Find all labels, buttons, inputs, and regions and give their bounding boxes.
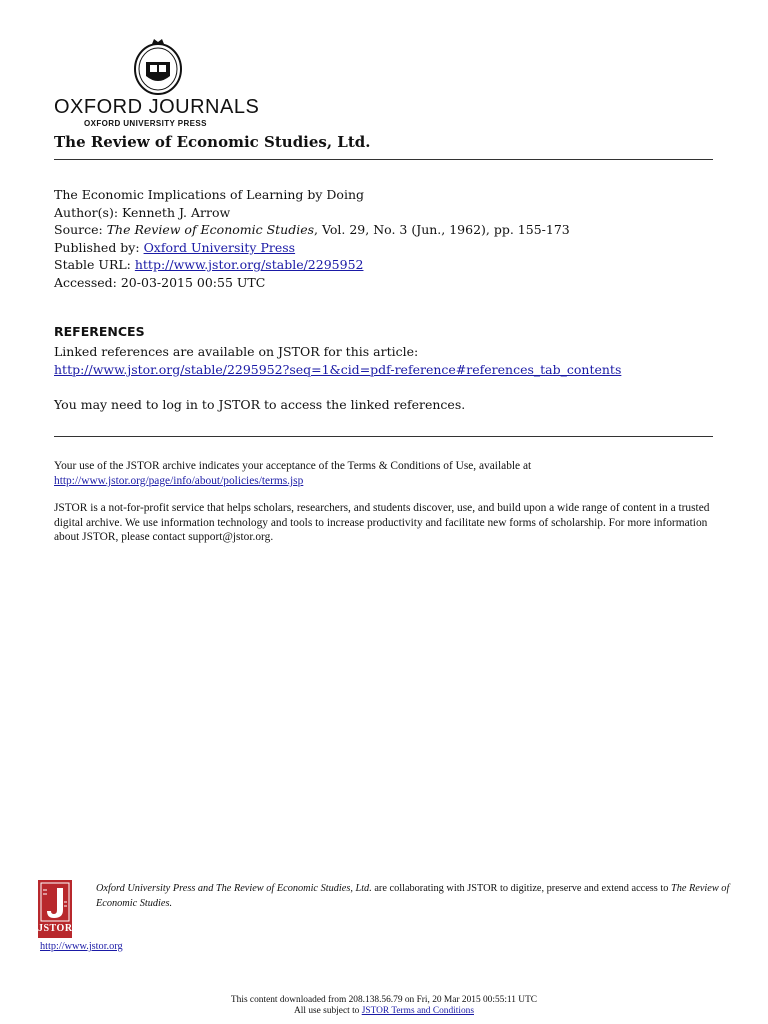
- jstor-about: JSTOR is a not-for-profit service that helps scholars, researchers, and students discover, use, and build upon a wide range of content in a trusted digital archive. We use information technology and tools to increase productivity and facilitate new forms of scholarship. For more information about JSTOR, please contact support@jstor.org.: [54, 502, 710, 544]
- article-title: The Economic Implications of Learning by Doing: [54, 187, 364, 202]
- header-divider: [54, 159, 713, 160]
- author-name: Kenneth J. Arrow: [122, 204, 231, 220]
- source-label: Source:: [54, 222, 103, 238]
- references-heading: REFERENCES: [54, 324, 145, 339]
- stable-url-link[interactable]: http://www.jstor.org/stable/2295952: [134, 257, 364, 273]
- references-block: [54, 343, 621, 378]
- login-note: You may need to log in to JSTOR to access the linked references.: [54, 397, 466, 412]
- terms-notice: [54, 459, 724, 488]
- terms-conditions-link[interactable]: JSTOR Terms and Conditions: [361, 1006, 474, 1017]
- download-line: This content downloaded from 208.138.56.79 on Fri, 20 Mar 2015 00:55:11 UTC: [230, 995, 538, 1005]
- jstor-logo: [38, 880, 72, 938]
- publisher-line: [54, 239, 570, 257]
- download-info: [0, 995, 768, 1018]
- accessed-date: 20-03-2015 00:55 UTC: [120, 274, 266, 290]
- published-by-label: Published by:: [54, 239, 140, 255]
- source-journal: The Review of Economic Studies: [106, 222, 315, 238]
- publisher-name: OXFORD JOURNALS: [54, 96, 260, 118]
- references-divider: [54, 436, 713, 437]
- terms-line: Your use of the JSTOR archive indicates your acceptance of the Terms & Conditions of Use, available at: [54, 460, 532, 472]
- stable-url-label: Stable URL:: [54, 257, 131, 273]
- jstor-logo-text: JSTOR: [38, 923, 73, 934]
- source-details: , Vol. 29, No. 3 (Jun., 1962), pp. 155-173: [314, 222, 570, 238]
- oxford-seal-logo: [132, 38, 184, 96]
- collab-text: are collaborating with JSTOR to digitize, preserve and extend access to: [374, 883, 669, 894]
- subject-prefix: All use subject to: [294, 1006, 360, 1017]
- jstor-home-url: [40, 941, 123, 952]
- accessed-line: [54, 274, 570, 292]
- author-label: Author(s):: [54, 204, 119, 220]
- accessed-label: Accessed:: [54, 274, 117, 290]
- collab-partners: Oxford University Press and The Review of Economic Studies, Ltd.: [96, 883, 372, 894]
- references-intro: Linked references are available on JSTOR for this article:: [54, 344, 419, 359]
- publisher-link[interactable]: Oxford University Press: [143, 239, 296, 255]
- source-line: [54, 221, 570, 239]
- references-link[interactable]: http://www.jstor.org/stable/2295952?seq=1&cid=pdf-reference#references_tab_contents: [54, 361, 622, 377]
- stable-url-line: [54, 256, 570, 274]
- jstor-home-link[interactable]: http://www.jstor.org: [40, 941, 123, 952]
- collaboration-notice: [96, 881, 736, 911]
- subject-line: [0, 1006, 768, 1017]
- article-metadata: [54, 186, 570, 292]
- publisher-subtitle: OXFORD UNIVERSITY PRESS: [84, 119, 207, 128]
- author-line: [54, 204, 570, 222]
- terms-link[interactable]: http://www.jstor.org/page/info/about/policies/terms.jsp: [54, 474, 304, 487]
- collab-journal: The Review of Economic Studies.: [96, 883, 730, 909]
- journal-title: The Review of Economic Studies, Ltd.: [54, 133, 371, 151]
